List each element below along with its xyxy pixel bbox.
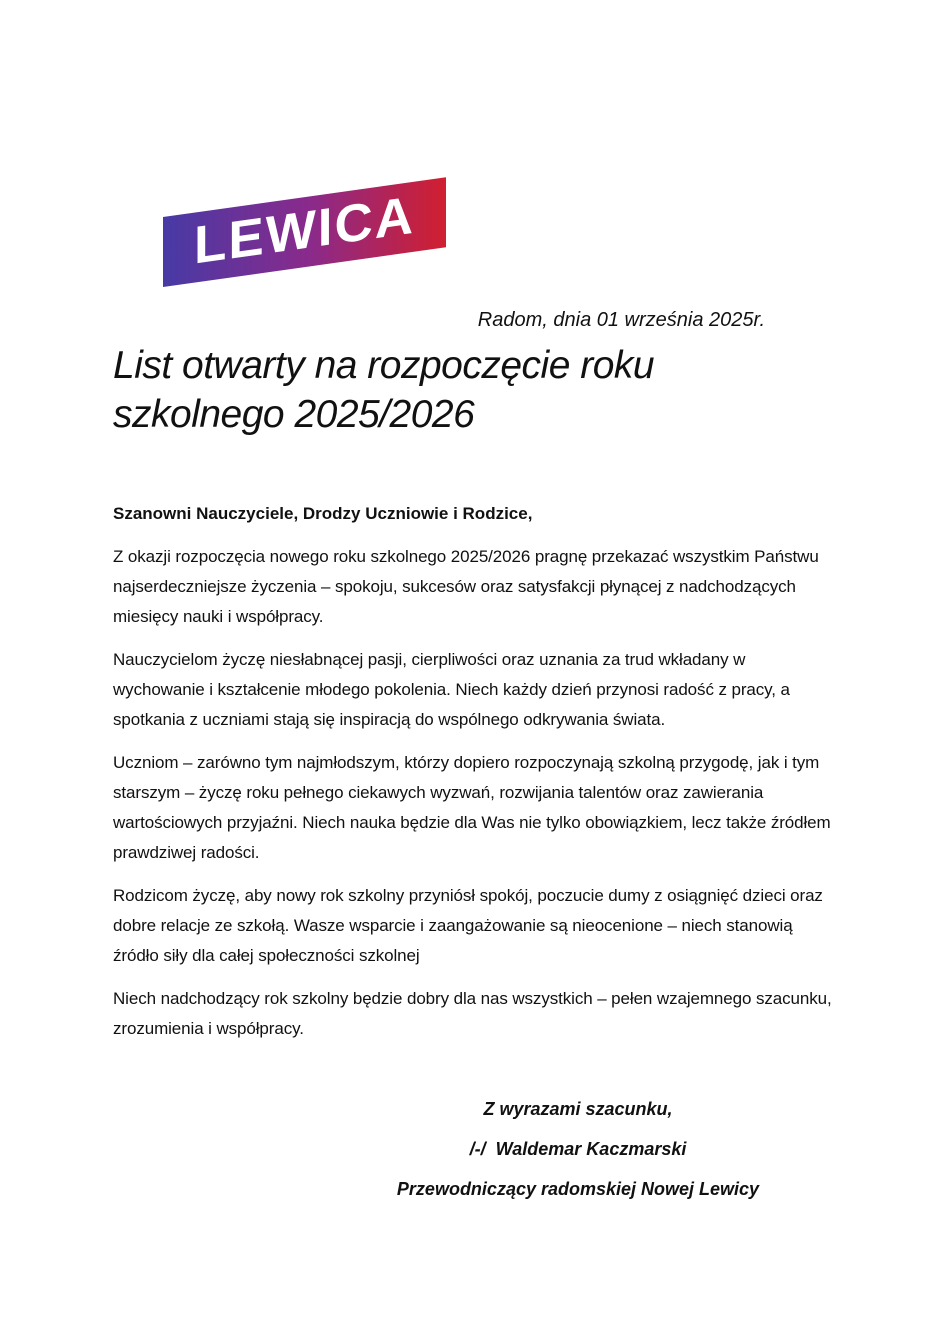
paragraph-teachers: Nauczycielom życzę niesłabnącej pasji, cierpliwości oraz uznania za trud wkładany w wychowanie i kształcenie młodego pokolenia. Niech każdy dzień przynosi radość z pracy, a spotkania z uczniami stają się inspiracją do wspólnego odkrywania świata. xyxy=(113,650,790,729)
letter-body xyxy=(0,308,950,1199)
paragraph-parents: Rodzicom życzę, aby nowy rok szkolny przyniósł spokój, poczucie dumy z osiągnięć dzieci oraz dobre relacje ze szkołą. Wasze wsparcie i zaangażowanie są nieocenione – niech stanowią źródło siły dla całej społeczności szkolnej xyxy=(113,886,823,965)
paragraph-closing-wish: Niech nadchodzący rok szkolny będzie dobry dla nas wszystkich – pełen wzajemnego szacunku, zrozumienia i współpracy. xyxy=(113,989,832,1038)
logo-area xyxy=(0,0,950,300)
signature-closing: Z wyrazami szacunku, xyxy=(483,1099,673,1119)
salutation: Szanowni Nauczyciele, Drodzy Uczniowie i Rodzice, xyxy=(113,504,533,523)
letter-title: List otwarty na rozpoczęcie roku szkolnego 2025/2026 xyxy=(113,344,655,436)
lewica-logo xyxy=(163,177,446,287)
signature-name: /-/ Waldemar Kaczmarski xyxy=(469,1139,687,1159)
date-line: Radom, dnia 01 września 2025r. xyxy=(477,309,765,331)
signature-block xyxy=(328,1100,828,1199)
lewica-logo-text: LEWICA xyxy=(193,185,416,276)
paragraph-students: Uczniom – zarówno tym najmłodszym, którzy dopiero rozpoczynają szkolną przygodę, jak i tym starszym – życzę roku pełnego ciekawych wyzwań, rozwijania talentów oraz zawierania wartościowych przyjaźni. Niech nauka będzie dla Was nie tylko obowiązkiem, lecz także źródłem prawdziwej radości. xyxy=(113,753,831,862)
signature-role: Przewodniczący radomskiej Nowej Lewicy xyxy=(396,1179,760,1199)
paragraph-wishes-general: Z okazji rozpoczęcia nowego roku szkolnego 2025/2026 pragnę przekazać wszystkim Państwu najserdeczniejsze życzenia – spokoju, sukcesów oraz satysfakcji płynącej z nadchodzących miesięcy nauki i współpracy. xyxy=(113,547,819,626)
